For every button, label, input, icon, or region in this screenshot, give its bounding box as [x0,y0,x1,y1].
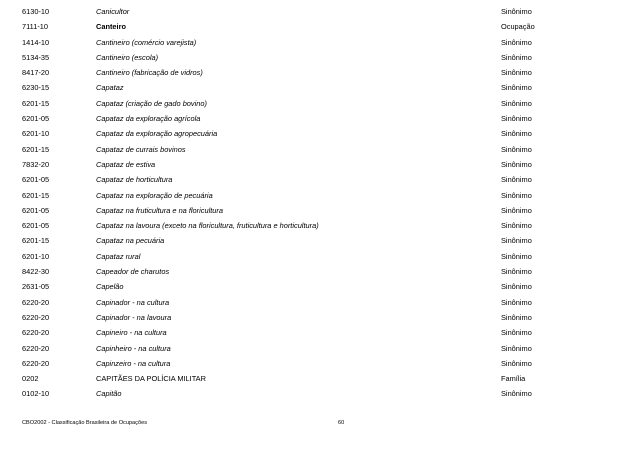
row-code: 8417-20 [22,68,50,78]
row-title: Canicultor [96,7,130,16]
table-row [0,80,638,95]
row-title: Capeador de charutos [96,267,170,277]
table-row [0,371,638,386]
row-title: Capitão [96,389,122,399]
row-title: Capataz na lavoura (exceto na floricultura, fruticultura e horticultura) [96,221,319,231]
row-code: 6201-05 [22,205,50,215]
row-type: Sinônimo [501,297,532,307]
row-title: Capelão [96,282,124,292]
table-row [0,341,638,356]
row-title: Capataz na fruticultura e na floricultura [96,205,223,215]
row-title: Capinador - na cultura [96,297,170,307]
row-title: Capineiro - na cultura [96,328,167,338]
occupation-table [0,4,638,402]
row-code: 6201-05 [22,221,50,231]
row-title: Cantineiro (fabricação de vidros) [96,68,203,78]
table-row [0,65,638,80]
row-title: Canteiro [96,22,126,32]
row-code: 6201-15 [22,236,50,246]
table-row [0,111,638,126]
page-number: 60 [338,420,345,426]
table-row [0,356,638,371]
row-code: 6220-20 [22,297,50,307]
row-title: Capataz [96,83,124,93]
table-row [0,96,638,111]
row-title: Capataz da exploração agrícola [96,114,201,124]
table-row [0,142,638,157]
row-title: Cantineiro (comércio varejista) [96,37,197,47]
row-code: 2631-05 [22,282,50,292]
row-type: Sinônimo [501,343,532,353]
table-row [0,50,638,65]
table-row [0,279,638,294]
row-type: Sinônimo [501,68,532,78]
row-code: 6201-10 [22,129,50,139]
table-row [0,325,638,340]
table-row [0,35,638,50]
row-code: 5134-35 [22,52,50,62]
row-title: Capinzeiro - na cultura [96,358,171,368]
row-code: 6220-20 [22,343,50,353]
table-row [0,233,638,248]
row-code: 6201-05 [22,114,50,124]
row-type: Sinônimo [501,159,532,169]
row-code: 6220-20 [22,312,50,322]
row-code: 6220-20 [22,358,50,368]
row-code: 6201-15 [22,98,50,108]
table-row [0,264,638,279]
row-type: Sinônimo [501,7,532,16]
row-type: Sinônimo [501,389,532,399]
table-row [0,126,638,141]
row-title: Capataz na pecuária [96,236,165,246]
table-row [0,295,638,310]
row-code: 6201-15 [22,190,50,200]
table-row [0,157,638,172]
row-type: Sinônimo [501,251,532,261]
row-type: Sinônimo [501,282,532,292]
footer-source: CBO2002 - Classificação Brasileira de Ocupações [22,420,147,426]
row-type: Sinônimo [501,175,532,185]
row-type: Sinônimo [501,205,532,215]
row-code: 8422-30 [22,267,50,277]
table-row [0,386,638,401]
row-title: Capataz rural [96,251,141,261]
row-type: Sinônimo [501,328,532,338]
row-type: Sinônimo [501,358,532,368]
row-type: Sinônimo [501,236,532,246]
row-code: 6220-20 [22,328,50,338]
row-code: 1414-10 [22,37,50,47]
table-row [0,188,638,203]
table-row [0,203,638,218]
row-code: 6201-15 [22,144,50,154]
row-type: Sinônimo [501,312,532,322]
row-type: Sinônimo [501,98,532,108]
row-type: Ocupação [501,22,535,32]
row-type: Sinônimo [501,267,532,277]
table-row [0,218,638,233]
row-title: Capataz na exploração de pecuária [96,190,213,200]
row-type: Sinônimo [501,190,532,200]
row-title: Capinheiro - na cultura [96,343,171,353]
table-row [0,19,638,34]
row-title: Capinador - na lavoura [96,312,172,322]
row-code: 6130-10 [22,7,50,16]
table-row [0,249,638,264]
row-code: 7832-20 [22,159,50,169]
row-type: Família [501,374,526,384]
row-title: Capataz de estiva [96,159,156,169]
row-code: 0102-10 [22,389,50,399]
row-title: Cantineiro (escola) [96,52,159,62]
row-title: Capataz de currais bovinos [96,144,186,154]
table-row [0,310,638,325]
row-title: CAPITÃES DA POLÍCIA MILITAR [96,374,206,384]
row-code: 6201-05 [22,175,50,185]
row-type: Sinônimo [501,129,532,139]
row-code: 0202 [22,374,39,384]
row-title: Capataz (criação de gado bovino) [96,98,207,108]
row-type: Sinônimo [501,114,532,124]
row-title: Capataz da exploração agropecuária [96,129,218,139]
table-row [0,172,638,187]
row-code: 7111-10 [22,22,49,32]
row-type: Sinônimo [501,144,532,154]
row-type: Sinônimo [501,52,532,62]
table-row [0,4,638,19]
row-type: Sinônimo [501,37,532,47]
row-title: Capataz de horticultura [96,175,173,185]
row-code: 6230-15 [22,83,50,93]
row-code: 6201-10 [22,251,50,261]
row-type: Sinônimo [501,221,532,231]
row-type: Sinônimo [501,83,532,93]
